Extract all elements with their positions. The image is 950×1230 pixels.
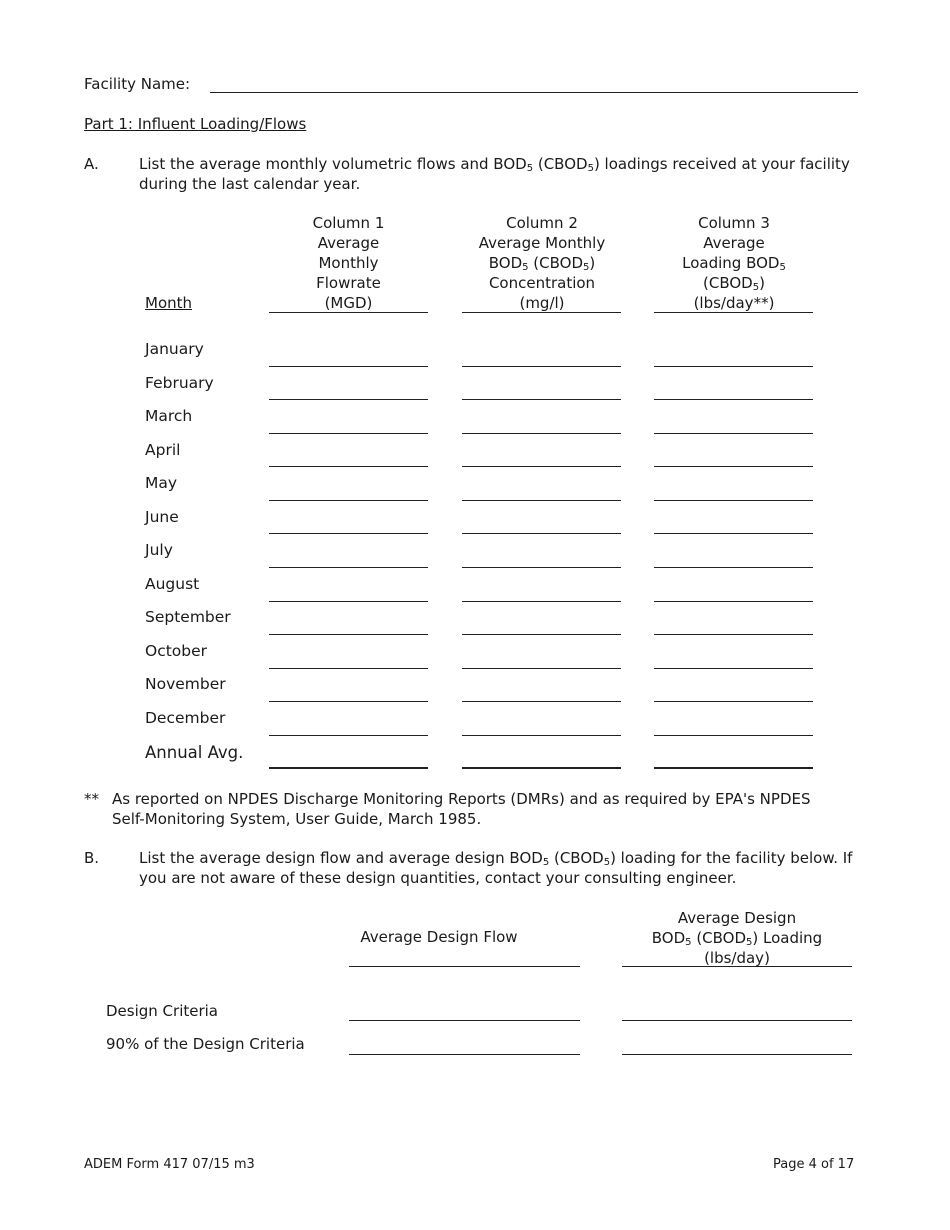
june-flowrate-field[interactable] xyxy=(269,533,428,534)
month-label-november: November xyxy=(145,675,226,693)
month-label-september: September xyxy=(145,608,231,626)
october-flowrate-field[interactable] xyxy=(269,668,428,669)
march-flowrate-field[interactable] xyxy=(269,433,428,434)
april-flowrate-field[interactable] xyxy=(269,466,428,467)
month-label-january: January xyxy=(145,340,204,358)
october-loading-field[interactable] xyxy=(654,668,813,669)
april-concentration-field[interactable] xyxy=(462,466,621,467)
november-concentration-field[interactable] xyxy=(462,701,621,702)
facility-name-label: Facility Name: xyxy=(84,75,191,93)
section-a-instruction-line2: during the last calendar year. xyxy=(139,175,361,193)
september-loading-field[interactable] xyxy=(654,634,813,635)
january-concentration-field[interactable] xyxy=(462,366,621,367)
month-label-august: August xyxy=(145,575,200,593)
ninety-percent-label: 90% of the Design Criteria xyxy=(106,1035,305,1053)
facility-name-field[interactable] xyxy=(210,92,858,93)
month-label-april: April xyxy=(145,441,181,459)
annual-flowrate-field[interactable] xyxy=(269,767,428,769)
november-loading-field[interactable] xyxy=(654,701,813,702)
december-loading-field[interactable] xyxy=(654,735,813,736)
february-loading-field[interactable] xyxy=(654,399,813,400)
may-concentration-field[interactable] xyxy=(462,500,621,501)
september-concentration-field[interactable] xyxy=(462,634,621,635)
july-concentration-field[interactable] xyxy=(462,567,621,568)
section-b-instruction-line1: List the average design flow and average design $BOD_5$ $(CBOD_5)$ loading for the facility below. If xyxy=(139,849,853,868)
column2-header: Column 2 Average Monthly $BOD_5$ $(CBOD_5)$ Concentration (mg/l) xyxy=(478,214,606,312)
annual-loading-field[interactable] xyxy=(654,767,813,769)
month-label-june: June xyxy=(145,508,179,526)
january-flowrate-field[interactable] xyxy=(269,366,428,367)
march-loading-field[interactable] xyxy=(654,433,813,434)
month-label-october: October xyxy=(145,642,208,660)
june-loading-field[interactable] xyxy=(654,533,813,534)
month-header: Month xyxy=(145,294,193,312)
column1-header-rule xyxy=(269,312,428,313)
month-label-may: May xyxy=(145,474,178,492)
november-flowrate-field[interactable] xyxy=(269,701,428,702)
annual-concentration-field[interactable] xyxy=(462,767,621,769)
annual-average-label: Annual Avg. xyxy=(145,743,244,762)
design-loading-header: Average Design $BOD_5$ $(CBOD_5)$ Loading (lbs/day) xyxy=(651,909,823,967)
ninety-percent-loading-field[interactable] xyxy=(622,1054,852,1055)
august-loading-field[interactable] xyxy=(654,601,813,602)
month-label-february: February xyxy=(145,374,214,392)
design-criteria-label: Design Criteria xyxy=(106,1002,219,1020)
month-label-march: March xyxy=(145,407,193,425)
footnote-line1: As reported on NPDES Discharge Monitoring Reports (DMRs) and as required by EPA's NPDES xyxy=(112,790,811,808)
column3-header-rule xyxy=(654,312,813,313)
column2-header-rule xyxy=(462,312,621,313)
ninety-percent-flow-field[interactable] xyxy=(349,1054,580,1055)
section-b-letter: B. xyxy=(84,849,100,867)
part1-title: Part 1: Influent Loading/Flows xyxy=(84,115,307,133)
july-flowrate-field[interactable] xyxy=(269,567,428,568)
design-flow-header: Average Design Flow xyxy=(360,928,518,946)
footnote-line2: Self-Monitoring System, User Guide, March 1985. xyxy=(112,810,482,828)
section-a-instruction-line1: List the average monthly volumetric flows and $BOD_5$ $(CBOD_5)$ loadings received at your facility xyxy=(139,155,850,174)
june-concentration-field[interactable] xyxy=(462,533,621,534)
october-concentration-field[interactable] xyxy=(462,668,621,669)
design-criteria-loading-field[interactable] xyxy=(622,1020,852,1021)
month-label-december: December xyxy=(145,709,226,727)
december-flowrate-field[interactable] xyxy=(269,735,428,736)
august-flowrate-field[interactable] xyxy=(269,601,428,602)
january-loading-field[interactable] xyxy=(654,366,813,367)
march-concentration-field[interactable] xyxy=(462,433,621,434)
september-flowrate-field[interactable] xyxy=(269,634,428,635)
design-criteria-flow-field[interactable] xyxy=(349,1020,580,1021)
design-loading-header-rule xyxy=(622,966,852,967)
month-label-july: July xyxy=(145,541,173,559)
column1-header: Column 1 Average Monthly Flowrate (MGD) xyxy=(312,214,385,312)
page-number: Page 4 of 17 xyxy=(773,1157,855,1172)
may-flowrate-field[interactable] xyxy=(269,500,428,501)
may-loading-field[interactable] xyxy=(654,500,813,501)
column3-header: Column 3 Average Loading $BOD_5$ $(CBOD_5)$ (lbs/day**) xyxy=(682,214,786,312)
july-loading-field[interactable] xyxy=(654,567,813,568)
august-concentration-field[interactable] xyxy=(462,601,621,602)
april-loading-field[interactable] xyxy=(654,466,813,467)
form-number: ADEM Form 417 07/15 m3 xyxy=(84,1157,255,1172)
february-flowrate-field[interactable] xyxy=(269,399,428,400)
section-b-instruction-line2: you are not aware of these design quantities, contact your consulting engineer. xyxy=(139,869,737,887)
design-flow-header-rule xyxy=(349,966,580,967)
section-a-letter: A. xyxy=(84,155,99,173)
footnote-mark: ** xyxy=(84,790,99,808)
december-concentration-field[interactable] xyxy=(462,735,621,736)
february-concentration-field[interactable] xyxy=(462,399,621,400)
